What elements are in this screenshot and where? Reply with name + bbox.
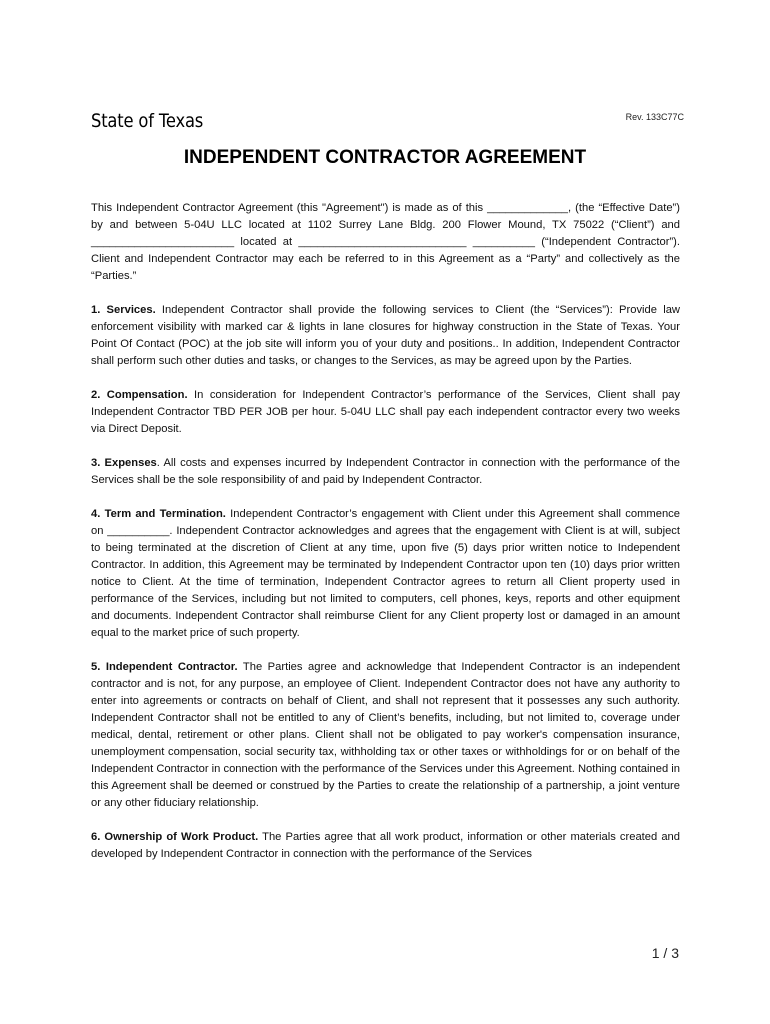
section-heading: 1. Services. (91, 304, 156, 316)
section-text: Independent Contractor’s engagement with Client under this Agreement shall commence on __________. Independent Contractor acknowledges and agrees that the engagement with Client is at will, subject to being terminated at the discretion of Client at any time, upon five (5) days prior written notice to Independent Contractor. In addition, this Agreement may be terminated by Independent Contractor upon ten (10) days prior written notice to Client. At the time of termination, Independent Contractor agrees to return all Client property used in performance of the Services, including but not limited to computers, cell phones, keys, reports and other equipment and documents. Independent Contractor shall reimburse Client for any Client property lost or damaged in an amount equal to the market price of such property. (91, 508, 680, 639)
section-heading: 5. Independent Contractor. (91, 661, 238, 673)
section-text: In consideration for Independent Contractor’s performance of the Services, Client shall pay Independent Contractor TBD PER JOB per hour. 5-04U LLC shall pay each independent contractor every two weeks via Direct Deposit. (91, 389, 680, 435)
section-term-termination (91, 506, 680, 642)
section-services (91, 302, 680, 370)
section-heading: 4. Term and Termination. (91, 508, 226, 520)
section-independent-contractor (91, 659, 680, 812)
section-text: . All costs and expenses incurred by Independent Contractor in connection with the performance of the Services shall be the sole responsibility of and paid by Independent Contractor. (91, 457, 680, 486)
section-expenses (91, 455, 680, 489)
section-text: Independent Contractor shall provide the following services to Client (the “Services”): Provide law enforcement visibility with marked car & lights in lane closures for highway construction in the State of Texas. Your Point Of Contact (POC) at the job site will inform you of your duty and positions.. In addition, Independent Contractor shall perform such other duties and tasks, or changes to the Services, as may be agreed upon by the Parties. (91, 304, 680, 367)
intro-paragraph: This Independent Contractor Agreement (this "Agreement") is made as of this _____________, (the “Effective Date”) by and between 5-04U LLC located at 1102 Surrey Lane Bldg. 200 Flower Mound, TX 75022 (“Client”) and _______________________ located at ___________________________ __________ (“Independent Contractor”). Client and Independent Contractor may each be referred to in this Agreement as a “Party” and collectively as the “Parties.” (91, 202, 680, 282)
section-ownership (91, 829, 680, 863)
page-number: 1 / 3 (651, 945, 679, 961)
agreement-title: INDEPENDENT CONTRACTOR AGREEMENT (183, 147, 587, 168)
section-heading: 6. Ownership of Work Product. (91, 831, 259, 843)
section-heading: 3. Expenses (91, 457, 157, 469)
agreement-body (91, 200, 680, 880)
section-compensation (91, 387, 680, 438)
revision-code: Rev. 133C77C (625, 112, 684, 122)
state-heading: State of Texas (91, 110, 204, 132)
section-text: The Parties agree and acknowledge that Independent Contractor is an independent contractor and is not, for any purpose, an employee of Client. Independent Contractor does not have any authority to enter into agreements or contracts on behalf of Client, and shall not represent that it possesses any such authority. Independent Contractor shall not be entitled to any of Client’s benefits, including, but not limited to, coverage under medical, dental, retirement or other plans. Client shall not be obligated to pay worker's compensation insurance, unemployment compensation, social security tax, withholding tax or other taxes or withholdings for or on behalf of the Independent Contractor in connection with the performance of the Services under this Agreement. Nothing contained in this Agreement shall be deemed or construed by the Parties to create the relationship of a partnership, a joint venture or any other fiduciary relationship. (91, 661, 680, 809)
section-text: The Parties agree that all work product, information or other materials created and developed by Independent Contractor in connection with the performance of the Services (91, 831, 680, 860)
section-heading: 2. Compensation. (91, 389, 188, 401)
